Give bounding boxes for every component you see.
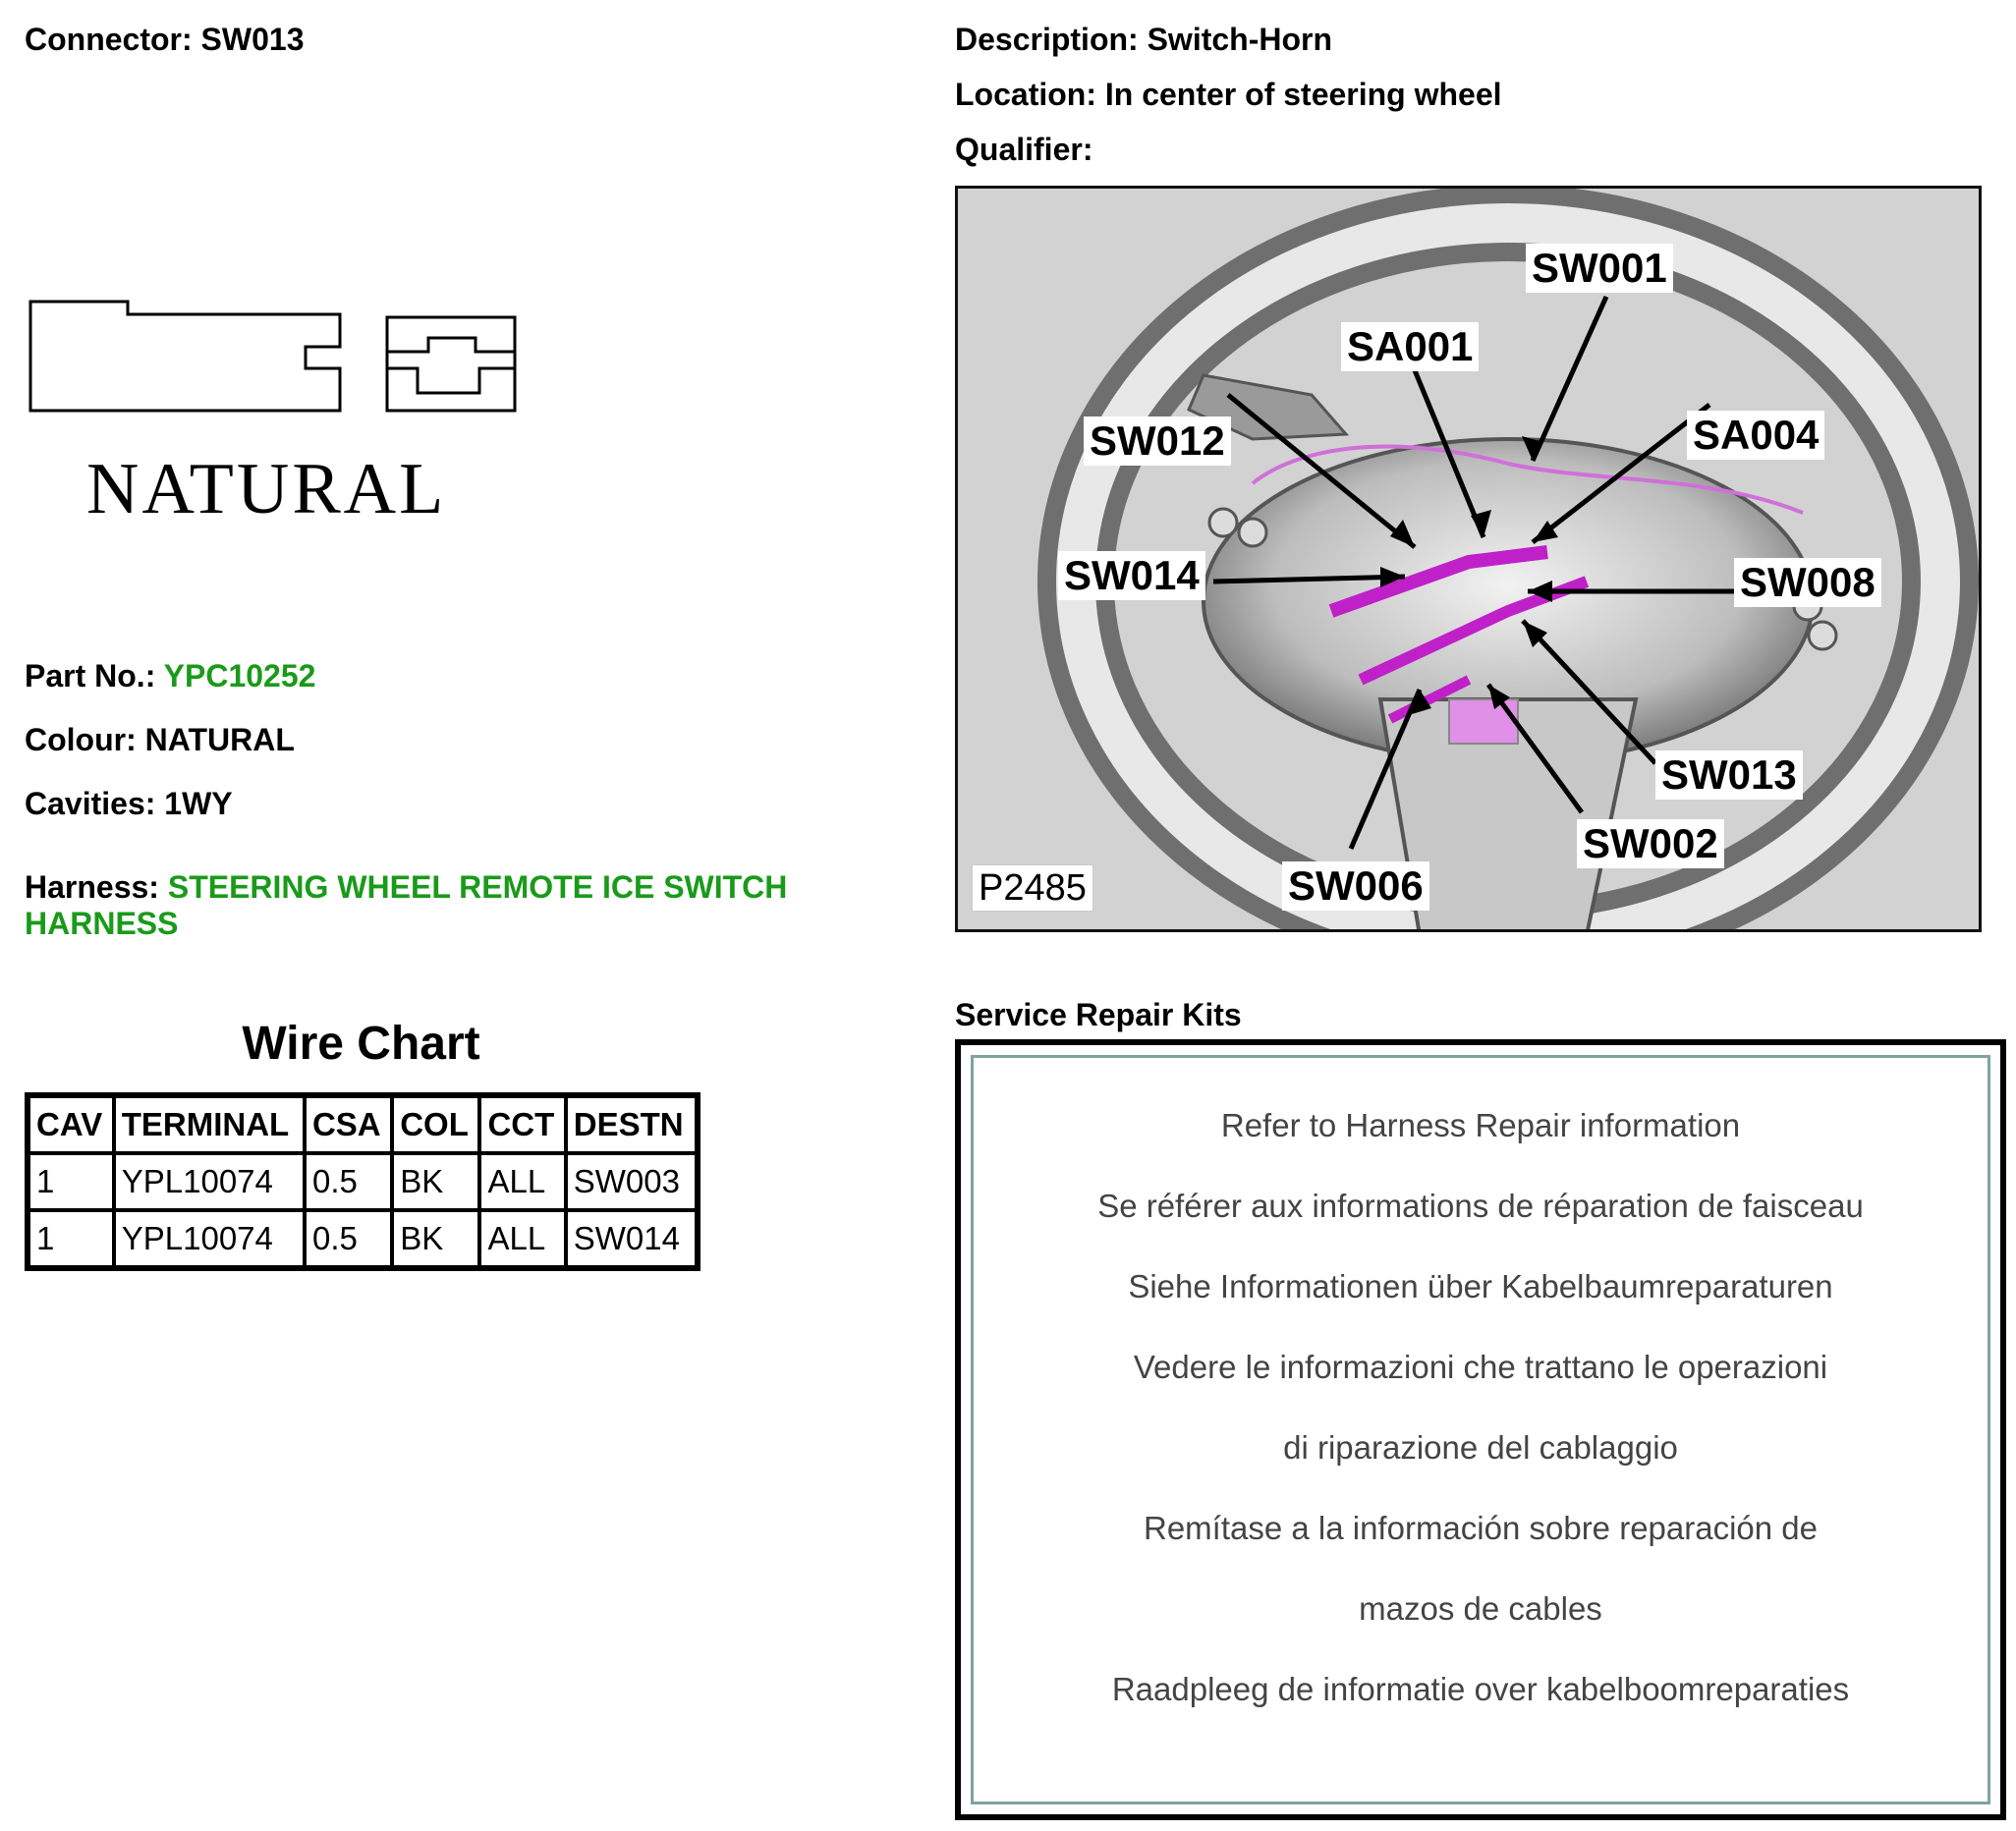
description-label: Description: [955, 22, 1139, 57]
column-header-terminal: TERMINAL [114, 1095, 305, 1153]
photo-callout: SW012 [1084, 416, 1231, 466]
cell-destn: SW014 [566, 1210, 698, 1268]
harness-block [25, 869, 787, 942]
description-line [955, 22, 1332, 58]
description-value: Switch-Horn [1147, 22, 1333, 57]
service-repair-title: Service Repair Kits [955, 997, 1242, 1032]
cell-cct: ALL [479, 1153, 565, 1210]
cell-terminal: YPL10074 [114, 1153, 305, 1210]
qualifier-label: Qualifier: [955, 132, 1093, 167]
photo-id: P2485 [972, 864, 1093, 912]
cell-terminal: YPL10074 [114, 1210, 305, 1268]
cell-col: BK [392, 1210, 479, 1268]
service-repair-box [955, 1039, 2006, 1820]
wire-chart-table [25, 1092, 700, 1271]
photo-callout: SW014 [1058, 551, 1205, 600]
cell-cav: 1 [28, 1210, 114, 1268]
colour-line [25, 722, 295, 758]
column-header-col: COL [392, 1095, 479, 1153]
harness-link[interactable]: STEERING WHEEL REMOTE ICE SWITCH [167, 869, 788, 905]
photo-callout: SW001 [1526, 244, 1673, 293]
service-repair-inner-border [971, 1055, 1990, 1804]
cell-cav: 1 [28, 1153, 114, 1210]
connector-label: Connector: [25, 22, 193, 57]
cell-cct: ALL [479, 1210, 565, 1268]
harness-label: Harness: [25, 869, 159, 905]
location-photo [955, 186, 1982, 932]
wire-chart-header-row [28, 1095, 698, 1153]
location-value: In center of steering wheel [1104, 77, 1502, 112]
cavities-label: Cavities: [25, 786, 156, 821]
photo-callout: SW002 [1577, 819, 1724, 868]
repair-info-line: Remítase a la información sobre reparación de [1143, 1510, 1819, 1546]
cell-destn: SW003 [566, 1153, 698, 1210]
repair-info-line: di riparazione del cablaggio [1283, 1429, 1678, 1466]
cell-csa: 0.5 [305, 1210, 392, 1268]
repair-info-line: Refer to Harness Repair information [1220, 1107, 1741, 1143]
repair-info-line: Se référer aux informations de réparation de faisceau [1097, 1188, 1864, 1224]
photo-callout: SW008 [1734, 558, 1881, 607]
location-line [955, 77, 1502, 113]
photo-callout: SW013 [1655, 750, 1803, 800]
cavities-line [25, 786, 233, 822]
cell-csa: 0.5 [305, 1153, 392, 1210]
column-header-cct: CCT [479, 1095, 565, 1153]
colour-value: NATURAL [144, 722, 295, 757]
wire-chart-title: Wire Chart [242, 1018, 480, 1070]
colour-label: Colour: [25, 722, 137, 757]
cell-col: BK [392, 1153, 479, 1210]
column-header-destn: DESTN [566, 1095, 698, 1153]
connector-colour-label: NATURAL [86, 449, 447, 529]
repair-info-line: Vedere le informazioni che trattano le operazioni [1133, 1349, 1828, 1385]
harness-link-continued[interactable]: HARNESS [25, 906, 179, 941]
repair-info-line: mazos de cables [1359, 1590, 1602, 1627]
photo-callout: SA004 [1687, 411, 1824, 460]
connector-value: SW013 [200, 22, 305, 57]
table-row [28, 1210, 698, 1268]
location-label: Location: [955, 77, 1096, 112]
part-number-link[interactable]: YPC10252 [163, 658, 316, 694]
repair-info-line: Raadpleeg de informatie over kabelboomreparaties [1111, 1671, 1850, 1707]
connector-line [25, 22, 304, 58]
part-number-label: Part No.: [25, 658, 156, 694]
cavities-value: 1WY [164, 786, 233, 821]
connector-outline-drawing [28, 295, 529, 422]
column-header-cav: CAV [28, 1095, 114, 1153]
photo-callout: SA001 [1341, 322, 1479, 371]
part-number-line [25, 658, 315, 694]
table-row [28, 1153, 698, 1210]
column-header-csa: CSA [305, 1095, 392, 1153]
photo-callout: SW006 [1282, 861, 1429, 911]
qualifier-line [955, 132, 1092, 168]
repair-info-line: Siehe Informationen über Kabelbaumreparaturen [1128, 1268, 1833, 1304]
